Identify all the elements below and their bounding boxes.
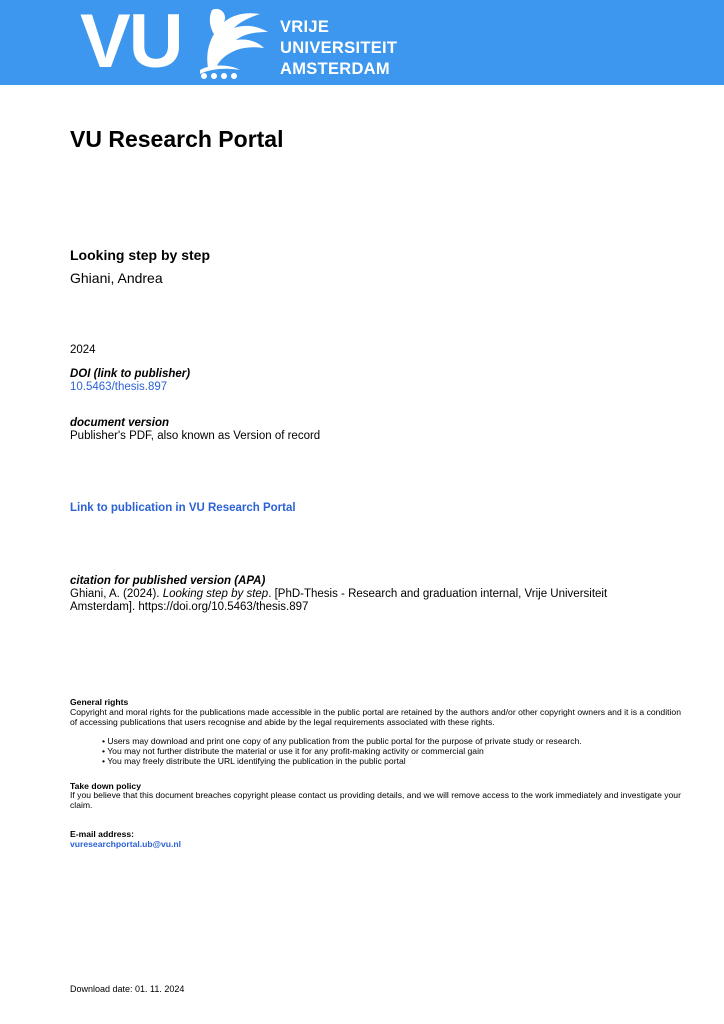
email-link[interactable]: vuresearchportal.ub@vu.nl — [70, 839, 182, 849]
document-version-label: document version — [70, 417, 170, 429]
publication-year: 2024 — [70, 344, 96, 356]
citation-suffix: . [PhD-Thesis - Research and graduation internal, Vrije Universiteit Amsterdam]. https://doi.org/10.5463/thesis.897 — [70, 588, 608, 613]
doi-label: DOI (link to publisher) — [70, 368, 191, 380]
general-rights-bullet: • You may freely distribute the URL identifying the publication in the public portal — [102, 756, 406, 766]
publication-author: Ghiani, Andrea — [70, 270, 163, 286]
general-rights-bullet: • Users may download and print one copy of any publication from the public portal for the purpose of private study or research. — [102, 736, 582, 746]
portal-publication-link[interactable]: Link to publication in VU Research Portal — [70, 502, 296, 514]
take-down-text: If you believe that this document breaches copyright please contact us providing details, and we will remove access to the work immediately and investigate your claim. — [70, 790, 681, 810]
citation-prefix: Ghiani, A. (2024). — [70, 588, 163, 600]
university-name-line-3: AMSTERDAM — [280, 60, 390, 78]
email-heading: E-mail address: — [70, 829, 134, 839]
document-version-value: Publisher's PDF, also known as Version of record — [70, 430, 321, 442]
doi-link[interactable]: 10.5463/thesis.897 — [70, 381, 168, 393]
citation-title: Looking step by step — [162, 588, 269, 600]
griffin-logo-icon — [190, 4, 272, 80]
header-banner — [0, 0, 724, 85]
university-name — [280, 17, 397, 80]
page-title: VU Research Portal — [70, 126, 284, 152]
vu-logo-letters: VU — [80, 0, 182, 84]
publication-title: Looking step by step — [70, 247, 211, 263]
university-name-line-2: UNIVERSITEIT — [280, 39, 398, 57]
citation-label: citation for published version (APA) — [70, 575, 266, 587]
general-rights-list — [102, 736, 582, 766]
general-rights-bullet: • You may not further distribute the material or use it for any profit-making activity or commercial gain — [102, 746, 484, 756]
citation-text — [70, 588, 650, 614]
download-date: Download date: 01. 11. 2024 — [70, 984, 185, 994]
take-down-heading: Take down policy — [70, 781, 141, 791]
general-rights-text: Copyright and moral rights for the publications made accessible in the public portal are retained by the authors and/or other copyright owners and it is a condition of accessing publications that users recognise and abide by the legal requirements associated with these rights. — [70, 707, 681, 727]
general-rights-heading: General rights — [70, 697, 129, 707]
university-name-line-1: VRIJE — [280, 18, 330, 36]
